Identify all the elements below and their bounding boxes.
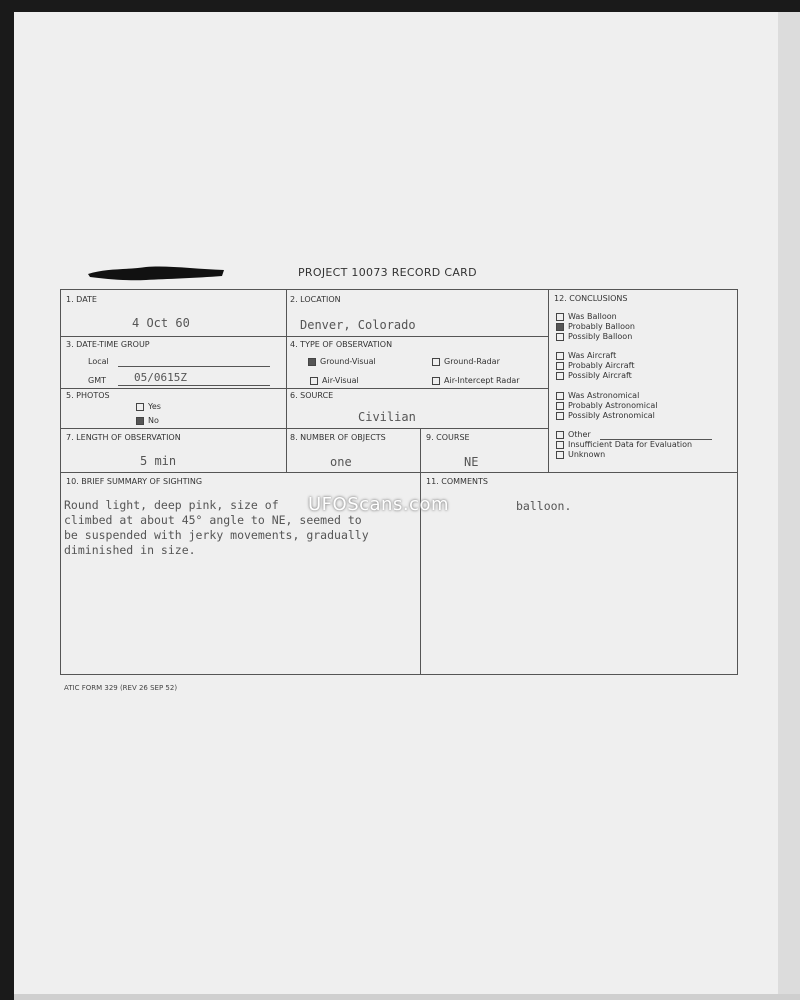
checkbox <box>432 358 440 366</box>
source-value: Civilian <box>358 410 416 424</box>
divider <box>286 289 287 472</box>
checkbox <box>136 403 144 411</box>
conclusions-aircraft-group: Was Aircraft Probably Aircraft Possibly Aircraft <box>556 351 634 381</box>
length-label: 7. LENGTH OF OBSERVATION <box>66 433 181 442</box>
source-label: 6. SOURCE <box>290 391 334 400</box>
watermark-text: UFOScans.com <box>308 494 449 515</box>
length-value: 5 min <box>140 454 177 468</box>
gmt-value: 05/0615Z <box>134 371 187 384</box>
checkbox <box>310 377 318 385</box>
checkbox <box>432 377 440 385</box>
page-title: PROJECT 10073 RECORD CARD <box>298 266 477 279</box>
date-value: 4 Oct 60 <box>132 316 190 330</box>
dtg-label: 3. DATE-TIME GROUP <box>66 340 150 349</box>
location-value: Denver, Colorado <box>300 318 416 332</box>
page-edge <box>778 12 800 1000</box>
summary-text: Round light, deep pink, size of climbed at about 45° angle to NE, seemed to be suspended with jerky movements, gradually diminished in size. <box>64 498 369 557</box>
divider <box>60 388 548 389</box>
photos-yes: Yes <box>136 402 161 411</box>
objects-label: 8. NUMBER OF OBJECTS <box>290 433 386 442</box>
conclusions-label: 12. CONCLUSIONS <box>554 294 628 303</box>
divider <box>420 428 421 675</box>
divider <box>60 428 548 429</box>
photos-no: No <box>136 416 159 425</box>
option-air-intercept-radar: Air-Intercept Radar <box>432 376 520 385</box>
divider <box>60 472 738 473</box>
other-line <box>600 439 712 440</box>
local-label: Local <box>88 357 109 366</box>
conclusions-balloon-group: Was Balloon Probably Balloon Possibly Balloon <box>556 312 635 342</box>
form-number: ATIC FORM 329 (REV 26 SEP 52) <box>64 684 178 692</box>
observation-type-label: 4. TYPE OF OBSERVATION <box>290 340 393 349</box>
page-edge-bottom <box>14 994 800 1000</box>
objects-value: one <box>330 455 352 469</box>
gmt-label: GMT <box>88 376 106 385</box>
redaction-mark <box>86 264 226 282</box>
course-label: 9. COURSE <box>426 433 470 442</box>
comments-label: 11. COMMENTS <box>426 477 488 486</box>
checkbox-checked <box>556 323 564 331</box>
option-ground-visual: Ground-Visual <box>308 357 376 366</box>
option-ground-radar: Ground-Radar <box>432 357 500 366</box>
gmt-line <box>118 385 270 386</box>
conclusions-other-group: Other Insufficient Data for Evaluation Unknown <box>556 430 692 460</box>
location-label: 2. LOCATION <box>290 295 341 304</box>
conclusions-astronomical-group: Was Astronomical Probably Astronomical Possibly Astronomical <box>556 391 658 421</box>
summary-label: 10. BRIEF SUMMARY OF SIGHTING <box>66 477 203 486</box>
date-label: 1. DATE <box>66 295 97 304</box>
local-line <box>118 366 270 367</box>
divider <box>60 336 548 337</box>
photos-label: 5. PHOTOS <box>66 391 110 400</box>
comments-text: balloon. <box>516 499 572 513</box>
course-value: NE <box>464 455 479 469</box>
checkbox-checked <box>308 358 316 366</box>
divider <box>548 289 549 472</box>
checkbox-checked <box>136 417 144 425</box>
option-air-visual: Air-Visual <box>310 376 359 385</box>
